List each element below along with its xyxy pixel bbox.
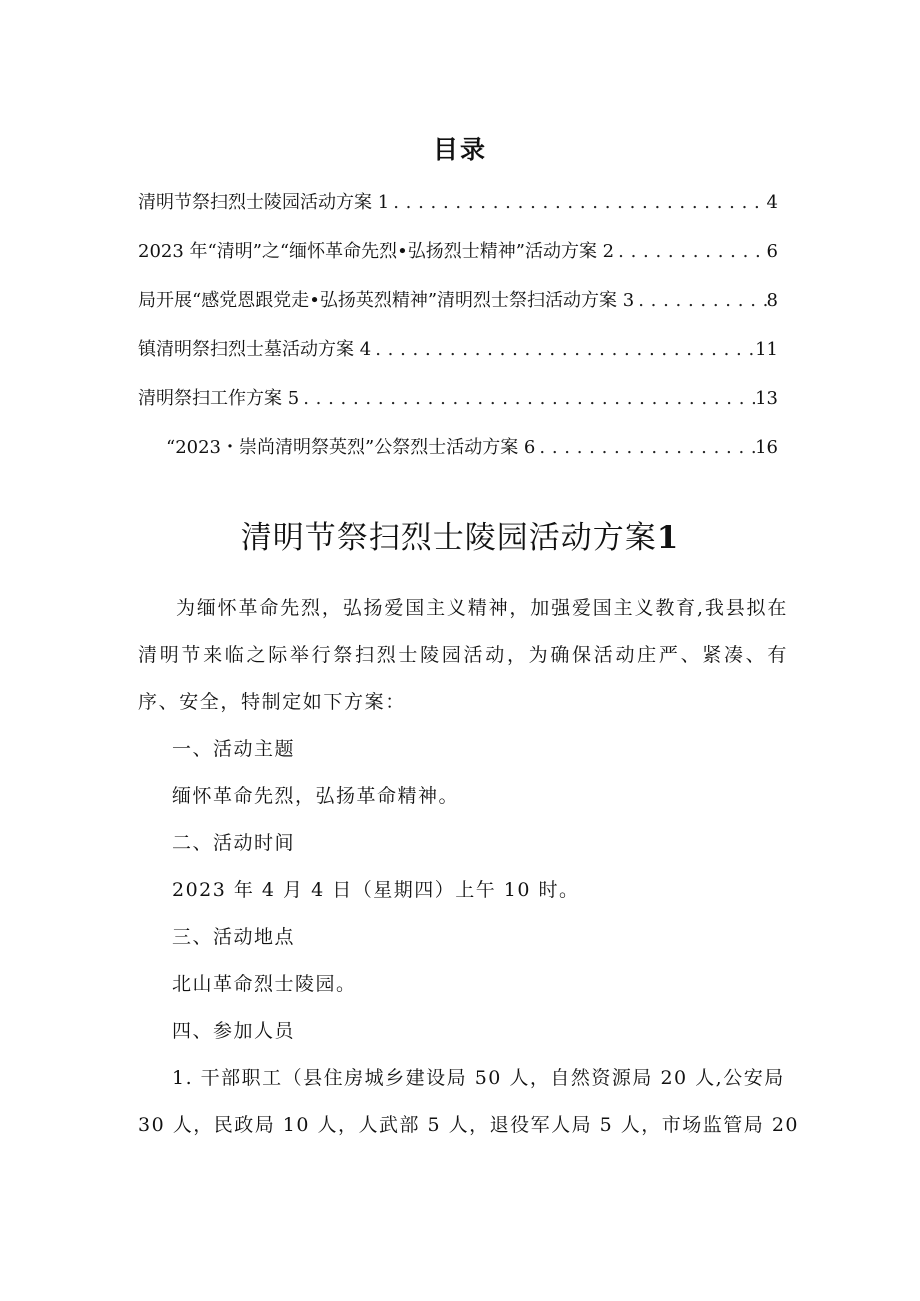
participants-line: 30 人，民政局 10 人，人武部 5 人，退役军人局 5 人，市场监管局 20 — [138, 1114, 800, 1136]
toc-leader-dots — [371, 339, 755, 360]
toc-entry-title: 清明节祭扫烈士陵园活动方案 1 — [138, 192, 390, 213]
section-heading: 三、活动地点 — [172, 926, 296, 948]
section-heading: 一、活动主题 — [172, 738, 296, 760]
section-content: 北山革命烈士陵园。 — [172, 973, 357, 995]
toc-entry[interactable] — [138, 188, 778, 237]
toc-entry-page: 11 — [755, 339, 778, 360]
toc-entry-page: 16 — [755, 437, 778, 458]
toc-entry-title: 镇清明祭扫烈士墓活动方案 4 — [138, 339, 372, 360]
document-title-number: 1 — [656, 520, 680, 556]
toc-entry[interactable] — [138, 384, 778, 433]
toc-entry-title: “2023・崇尚清明祭英烈”公祭烈士活动方案 6 — [166, 437, 536, 458]
toc-entry-title: 2023 年“清明”之“缅怀革命先烈•弘扬烈士精神”活动方案 2 — [138, 241, 615, 262]
toc-heading: 目录 — [432, 135, 487, 164]
section-content: 缅怀革命先烈，弘扬革命精神。 — [172, 785, 460, 807]
toc-entry-title: 局开展“感党恩跟党走•弘扬英烈精神”清明烈士祭扫活动方案 3 — [138, 290, 635, 311]
toc-entry-page: 6 — [766, 241, 778, 262]
participants-line: 1. 干部职工（县住房城乡建设局 50 人，自然资源局 20 人,公安局 — [172, 1067, 785, 1089]
section-content: 2023 年 4 月 4 日（星期四）上午 10 时。 — [172, 879, 580, 901]
toc-entry-page: 8 — [766, 290, 778, 311]
toc-entry[interactable] — [138, 335, 778, 384]
toc-entry[interactable] — [138, 237, 778, 286]
toc-leader-dots — [299, 388, 755, 409]
table-of-contents — [138, 188, 778, 482]
toc-entry-page: 13 — [755, 388, 778, 409]
intro-paragraph: 为缅怀革命先烈，弘扬爱国主义精神，加强爱国主义教育,我县拟在清明节来临之际举行祭扫烈士陵园活动，为确保活动庄严、紧凑、有序、安全，特制定如下方案： — [138, 597, 788, 713]
document-title-text: 清明节祭扫烈士陵园活动方案 — [240, 520, 657, 556]
toc-entry-title: 清明祭扫工作方案 5 — [138, 388, 300, 409]
toc-entry[interactable] — [138, 286, 778, 335]
toc-leader-dots — [614, 241, 766, 262]
toc-leader-dots — [535, 437, 755, 458]
toc-leader-dots — [634, 290, 766, 311]
toc-entry[interactable] — [138, 433, 778, 482]
toc-leader-dots — [389, 192, 766, 213]
section-heading: 四、参加人员 — [172, 1020, 296, 1042]
section-heading: 二、活动时间 — [172, 832, 296, 854]
toc-entry-page: 4 — [766, 192, 778, 213]
document-body — [138, 585, 800, 1149]
document-title — [0, 512, 920, 557]
